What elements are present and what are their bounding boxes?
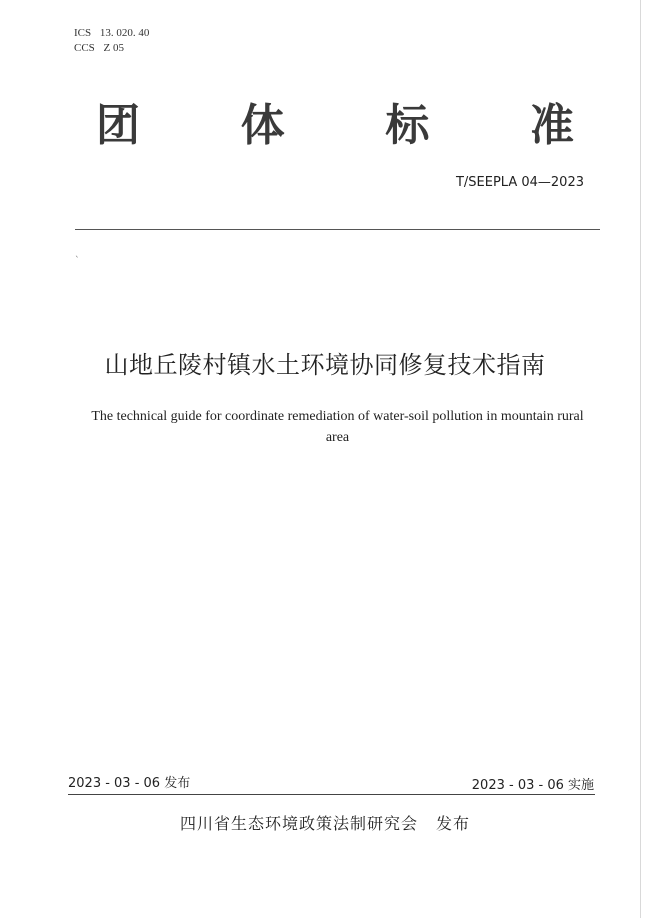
ics-code: 13. 020. 40 — [99, 27, 150, 39]
doc-type-char: 准 — [529, 100, 574, 151]
standard-number: T/SEEPLA 04—2023 — [455, 175, 584, 190]
top-divider — [75, 229, 600, 230]
ics-row — [74, 26, 149, 41]
document-type-heading — [96, 96, 574, 156]
doc-type-char: 标 — [385, 100, 430, 151]
doc-type-char: 体 — [240, 100, 285, 151]
publisher-line — [0, 812, 650, 836]
issue-date: 2023 - 03 - 06 发布 — [68, 776, 191, 791]
doc-type-char: 团 — [96, 100, 140, 151]
ics-label: ICS — [74, 27, 92, 39]
title-chinese: 山地丘陵村镇水土环境协同修复技术指南 — [104, 351, 546, 379]
title-english: The technical guide for coordinate remediation of water-soil pollution in mountain rural area — [91, 409, 584, 445]
bottom-divider — [68, 794, 595, 795]
implementation-date: 2023 - 03 - 06 实施 — [471, 778, 594, 793]
publisher-action: 发布 — [436, 814, 471, 833]
ccs-row — [74, 41, 149, 56]
scan-edge-line — [640, 0, 641, 918]
ccs-label: CCS — [74, 42, 95, 54]
publisher-name: 四川省生态环境政策法制研究会 — [179, 814, 418, 833]
stray-mark: ` — [75, 256, 80, 266]
ccs-code: Z 05 — [103, 42, 125, 54]
classification-codes — [74, 26, 149, 56]
